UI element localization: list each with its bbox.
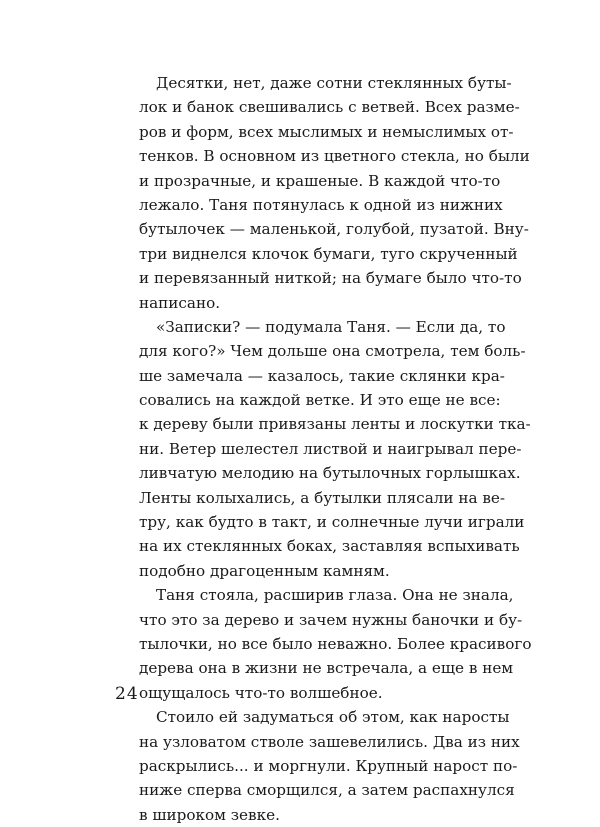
text-line-content: что это за дерево и зачем нужны баночки и бу-	[139, 610, 523, 629]
text-line-content: Десятки, нет, даже сотни стеклянных буты-	[156, 74, 512, 92]
text-line-content: на узловатом стволе зашевелились. Два из них	[139, 732, 520, 751]
text-line-content: дерева она в жизни не встречала, а еще в нем	[139, 659, 514, 678]
text-line	[139, 559, 471, 583]
text-line	[139, 534, 520, 558]
text-line	[139, 242, 518, 266]
text-line-content: раскрылись... и моргнули. Крупный нарост по-	[139, 756, 518, 775]
text-line-content: Ленты колыхались, а бутылки плясали на ве-	[139, 488, 506, 507]
text-line-content: в широком зевке.	[139, 805, 280, 824]
text-line	[139, 71, 512, 95]
text-line	[139, 510, 525, 534]
text-line	[139, 656, 514, 680]
text-line-content: лок и банок свешивались с ветвей. Всех разме-	[139, 98, 520, 117]
text-line	[139, 608, 523, 632]
text-line	[139, 437, 522, 461]
text-line-content: на их стеклянных боках, заставляя вспыхивать	[139, 537, 520, 556]
text-line	[139, 681, 471, 705]
text-line-content: ниже сперва сморщился, а затем распахнулся	[139, 781, 515, 800]
text-line-content: ни. Ветер шелестел листвой и наигрывал пере-	[139, 439, 522, 458]
text-line	[139, 730, 520, 754]
text-line-content: ров и форм, всех мыслимых и немыслимых от-	[139, 122, 514, 141]
text-line-content: три виднелся клочок бумаги, туго скрученный	[139, 244, 518, 263]
body-text	[139, 71, 532, 827]
text-line-content: для кого?» Чем дольше она смотрела, тем боль-	[139, 342, 526, 361]
text-line	[139, 705, 510, 729]
text-line-content: тенков. В основном из цветного стекла, но были	[139, 147, 530, 166]
text-line	[139, 169, 501, 193]
text-line-content: Таня стояла, расширив глаза. Она не знала,	[156, 586, 514, 605]
text-line-content: «Записки? — подумала Таня. — Если да, то	[156, 317, 506, 336]
paragraph	[139, 315, 531, 583]
text-line-content: лежало. Таня потянулась к одной из нижних	[139, 195, 503, 214]
text-line	[139, 217, 529, 241]
text-line	[139, 778, 515, 802]
page-number: 24	[115, 684, 139, 704]
text-line-content: написано.	[139, 293, 221, 312]
text-line-content: и перевязанный ниткой; на бумаге было что-то	[139, 269, 522, 288]
paragraph	[139, 705, 520, 827]
text-line-content: Стоило ей задуматься об этом, как наросты	[156, 708, 510, 727]
text-line	[139, 583, 514, 607]
text-line-content: тру, как будто в такт, и солнечные лучи играли	[139, 513, 525, 532]
text-line-content: к дереву были привязаны ленты и лоскутки тка-	[139, 415, 531, 434]
paragraph	[139, 583, 532, 705]
text-line	[139, 95, 520, 119]
text-line-content: подобно драгоценным камням.	[139, 561, 390, 580]
text-line-content: тылочки, но все было неважно. Более красивого	[139, 634, 532, 653]
text-line	[139, 315, 506, 339]
text-line	[139, 388, 501, 412]
text-line	[139, 291, 471, 315]
text-line-content: совались на каждой ветке. И это еще не все:	[139, 391, 501, 410]
text-line	[139, 120, 514, 144]
text-line	[139, 266, 522, 290]
text-line	[139, 364, 505, 388]
paragraph	[139, 71, 530, 315]
text-line	[139, 461, 521, 485]
text-line	[139, 486, 506, 510]
text-line	[139, 754, 518, 778]
text-line-content: бутылочек — маленькой, голубой, пузатой. Вну-	[139, 220, 529, 239]
text-line	[139, 144, 530, 168]
text-line	[139, 412, 531, 436]
text-line	[139, 803, 471, 827]
text-line-content: ше замечала — казалось, такие склянки кра-	[139, 366, 505, 385]
text-line	[139, 193, 503, 217]
text-line	[139, 339, 526, 363]
text-line	[139, 632, 532, 656]
text-line-content: ощущалось что-то волшебное.	[139, 683, 383, 702]
text-line-content: ливчатую мелодию на бутылочных горлышках.	[139, 464, 521, 483]
text-line-content: и прозрачные, и крашеные. В каждой что-то	[139, 171, 501, 190]
